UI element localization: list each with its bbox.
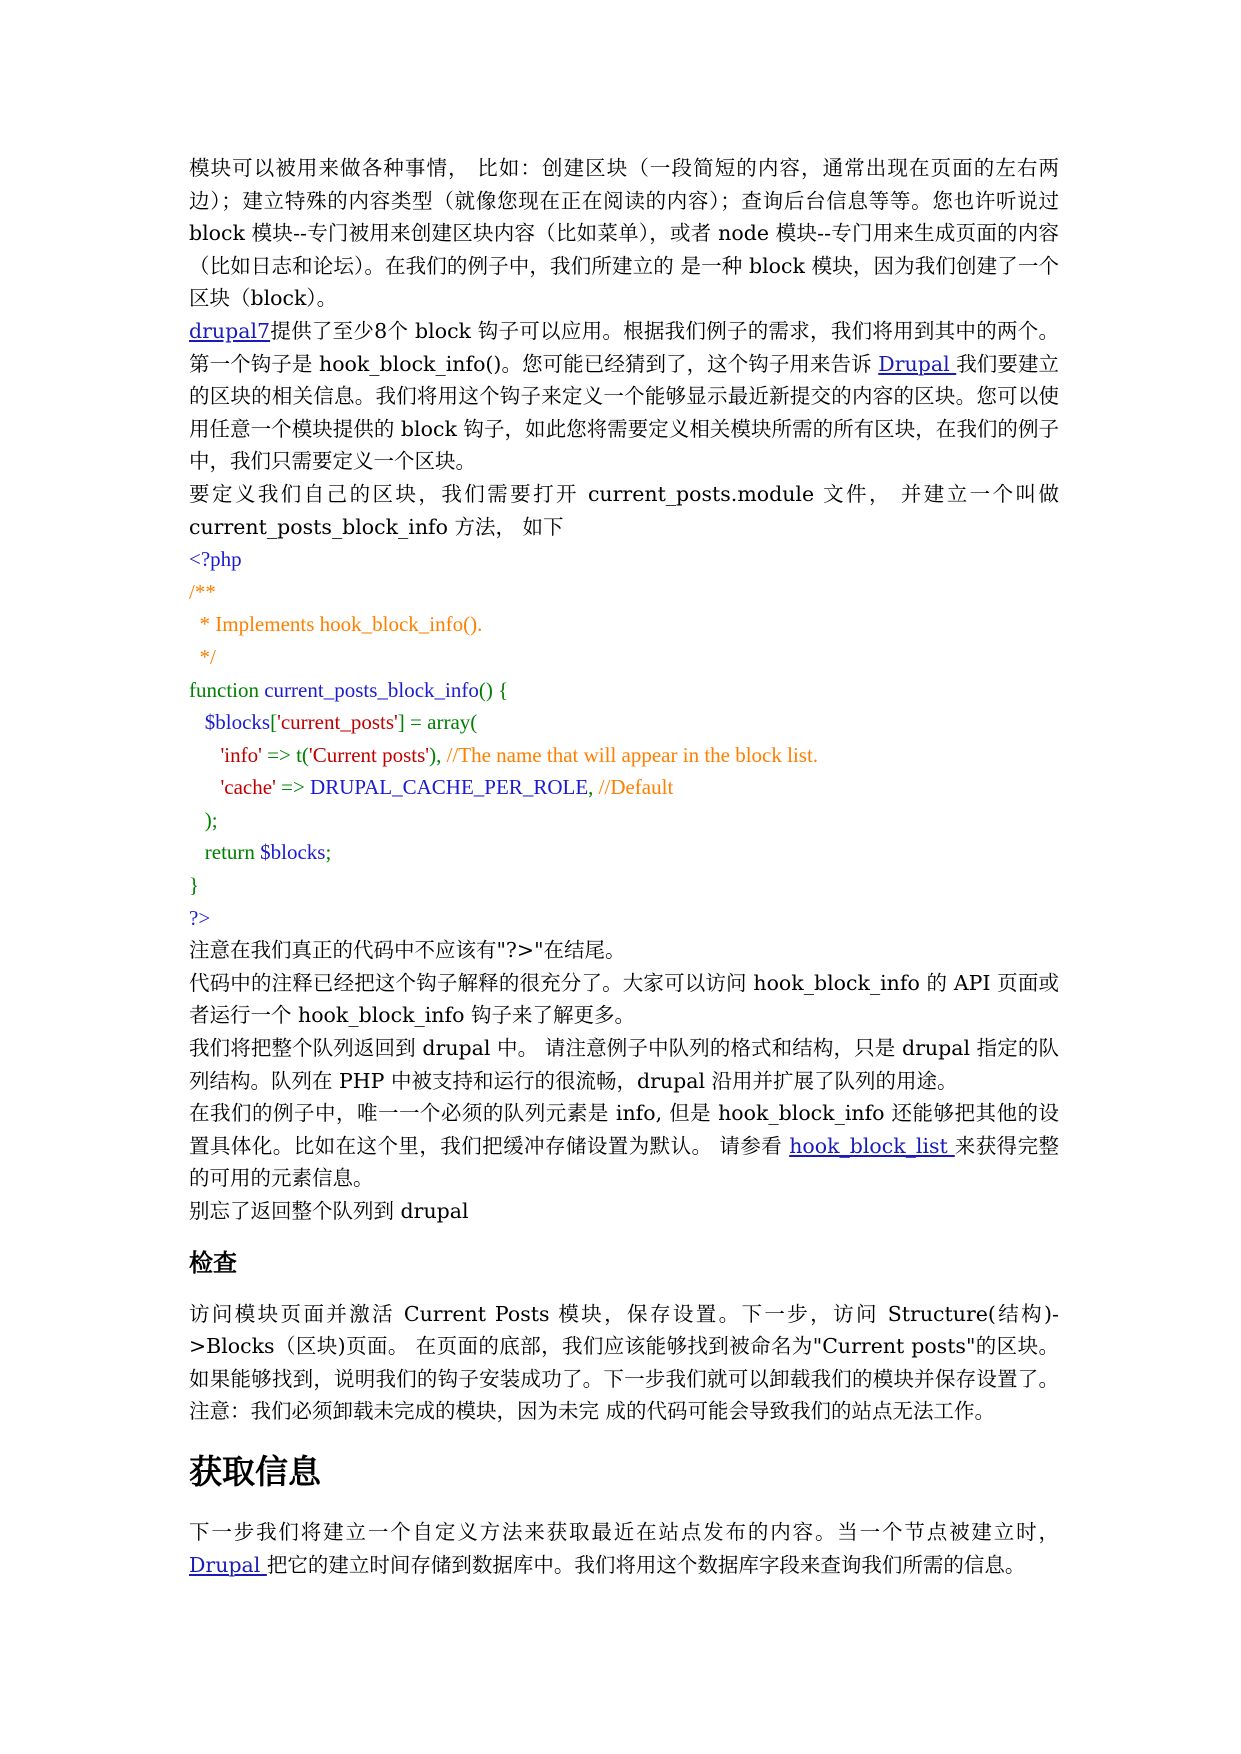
code-var-return: $blocks (260, 840, 326, 865)
document-body (189, 152, 1059, 1581)
code-line-info (189, 739, 1059, 772)
link-hook-block-list[interactable]: hook_block_list (789, 1133, 955, 1158)
code-comment-default: //Default (598, 775, 674, 800)
code-comma: , (588, 775, 599, 800)
code-line-php-close: ?> (189, 905, 211, 930)
code-line-brace-close: } (189, 873, 200, 898)
paragraph-info-text-2: 来获得完整的可用的元素信息。 (189, 1133, 1060, 1191)
code-function-name: current_posts_block_info (264, 677, 479, 702)
code-string-current-posts: 'Current posts' (308, 742, 430, 767)
code-arrow: => (275, 775, 311, 800)
link-drupal7[interactable]: drupal7 (189, 318, 271, 343)
paragraph-get-info (189, 1516, 1059, 1581)
code-string-info: 'info' (220, 742, 262, 767)
paragraph-dont-forget: 别忘了返回整个队列到 drupal (189, 1199, 469, 1223)
code-line-comment-end: */ (189, 644, 216, 669)
code-bracket: [ (270, 710, 278, 735)
code-line-array-close (189, 804, 1059, 837)
code-array-close: ); (204, 807, 218, 832)
heading-check: 检查 (189, 1248, 237, 1277)
code-keyword-function: function (189, 677, 265, 702)
paragraph-get-info-text-2: 把它的建立时间存储到数据库中。我们将用这个数据库字段来查询我们所需的信息。 (266, 1552, 1026, 1577)
code-semicolon: ; (325, 840, 332, 865)
paragraph-info-text-1: 在我们的例子中，唯一一个必须的队列元素是 info, 但是 hook_block_info 还能够把其他的设置具体化。比如在这个里，我们把缓冲存储设置为默认。 请参看 (189, 1101, 1059, 1158)
code-line-comment-body: * Implements hook_block_info(). (189, 612, 483, 637)
paragraph-hooks (189, 315, 1059, 478)
code-var-blocks: $blocks (204, 710, 271, 735)
heading-get-info: 获取信息 (189, 1451, 321, 1491)
code-keyword-return: return (204, 840, 261, 865)
code-close-paren: ), (429, 742, 447, 767)
paragraph-note: 注意在我们真正的代码中不应该有"?>"在结尾。 (189, 938, 626, 963)
code-constant: DRUPAL_CACHE_PER_ROLE (310, 775, 589, 800)
code-line-comment-start: /** (189, 579, 216, 604)
paragraph-check: 访问模块页面并激活 Current Posts 模块，保存设置。下一步，访问 Structure(结构)->Blocks（区块)页面。 在页面的底部，我们应该能够找到被命名为"Current posts"的区块。如果能够找到，说明我们的钩子安装成功了。下一步我们就可以卸载我们的模块并保存设置了。注意：我们必须卸载未完成的模块，因为未完 成的代码可能会导致我们的站点无法工作。 (189, 1301, 1059, 1424)
paragraph-intro: 模块可以被用来做各种事情， 比如：创建区块（一段简短的内容，通常出现在页面的左右两边）；建立特殊的内容类型（就像您现在正在阅读的内容）；查询后台信息等等。您也许听说过 block 模块--专门被用来创建区块内容（比如菜单），或者 node 模块--专门用来生成页面的内容（比如日志和论坛）。在我们的例子中，我们所建立的 是一种 block 模块，因为我们创建了一个区块（block）。 (189, 156, 1059, 311)
paragraph-info-element (189, 1097, 1059, 1195)
paragraph-comment-explained: 代码中的注释已经把这个钩子解释的很充分了。大家可以访问 hook_block_info 的 API 页面或者运行一个 hook_block_info 钩子来了解更多。 (189, 970, 1059, 1028)
code-line-blocks-assign (189, 706, 1059, 739)
code-array-open: ] = array( (397, 710, 478, 735)
code-string-cache: 'cache' (220, 775, 276, 800)
code-string-key: 'current_posts' (277, 710, 398, 735)
code-line-php-open: <?php (189, 547, 242, 572)
code-comment-info: //The name that will appear in the block list. (446, 742, 819, 767)
code-block (189, 543, 1059, 934)
code-line-function (189, 674, 1059, 707)
paragraph-return-array: 我们将把整个队列返回到 drupal 中。 请注意例子中队列的格式和结构，只是 drupal 指定的队列结构。队列在 PHP 中被支持和运行的很流畅，drupal 沿用并扩展了队列的用途。 (189, 1036, 1059, 1093)
link-drupal[interactable]: Drupal (878, 351, 957, 376)
paragraph-define-block: 要定义我们自己的区块，我们需要打开 current_posts.module 文件， 并建立一个叫做 (189, 481, 1059, 506)
paragraph-define-block-2: current_posts_block_info 方法， 如下 (189, 514, 564, 539)
paragraph-hooks-text-2: 我们要建立的区块的相关信息。我们将用这个钩子来定义一个能够显示最近新提交的内容的区块。您可以使用任意一个模块提供的 block 钩子，如此您将需要定义相关模块所需的所有区块，在我们的例子中，我们只需要定义一个区块。 (189, 351, 1060, 474)
paragraph-get-info-text-1: 下一步我们将建立一个自定义方法来获取最近在站点发布的内容。当一个节点被建立时， (189, 1519, 1059, 1544)
paragraph-hooks-text-1: 提供了至少8个 block 钩子可以应用。根据我们例子的需求，我们将用到其中的两个。第一个钩子是 hook_block_info()。您可能已经猜到了，这个钩子用来告诉 (189, 318, 1059, 376)
code-function-paren: () { (478, 677, 509, 702)
code-line-return (189, 836, 1059, 869)
code-line-cache (189, 771, 1059, 804)
link-drupal-2[interactable]: Drupal (189, 1552, 267, 1577)
code-arrow-t: => t( (261, 742, 309, 767)
